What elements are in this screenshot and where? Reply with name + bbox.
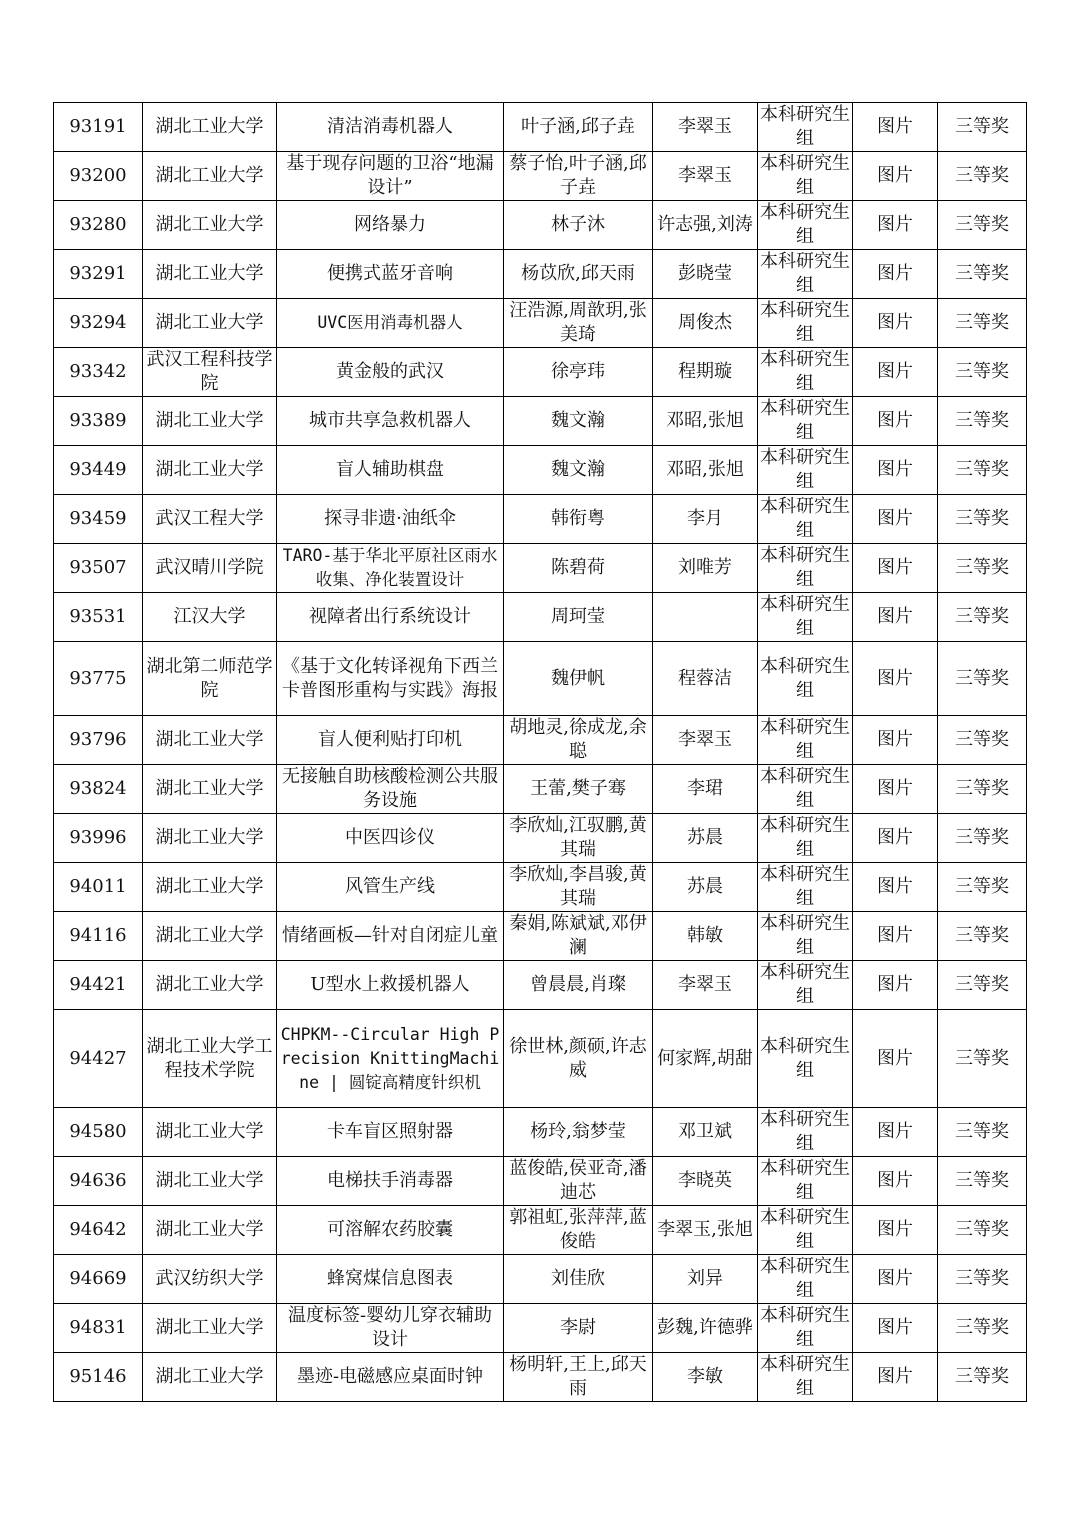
advisor-cell: 李敏 xyxy=(653,1353,758,1402)
advisor-cell: 程期璇 xyxy=(653,348,758,397)
school-cell: 湖北工业大学 xyxy=(143,152,277,201)
authors-cell: 李尉 xyxy=(504,1304,653,1353)
authors-cell: 叶子涵,邱子垚 xyxy=(504,103,653,152)
award-cell: 三等奖 xyxy=(938,593,1027,642)
advisor-cell: 李翠玉,张旭 xyxy=(653,1206,758,1255)
entry-id-cell: 93996 xyxy=(54,814,143,863)
table-row xyxy=(54,1157,1027,1206)
award-cell: 三等奖 xyxy=(938,544,1027,593)
authors-cell: 徐亭玮 xyxy=(504,348,653,397)
group-cell: 本科研究生组 xyxy=(758,397,853,446)
table-row xyxy=(54,814,1027,863)
table-row xyxy=(54,495,1027,544)
title-cell: UVC医用消毒机器人 xyxy=(277,299,504,348)
entry-id-cell: 93291 xyxy=(54,250,143,299)
advisor-cell xyxy=(653,593,758,642)
award-cell: 三等奖 xyxy=(938,348,1027,397)
group-cell: 本科研究生组 xyxy=(758,446,853,495)
advisor-cell: 许志强,刘涛 xyxy=(653,201,758,250)
type-cell: 图片 xyxy=(853,201,938,250)
award-cell: 三等奖 xyxy=(938,495,1027,544)
title-cell: 基于现存问题的卫浴“地漏设计” xyxy=(277,152,504,201)
group-cell: 本科研究生组 xyxy=(758,765,853,814)
title-cell: 卡车盲区照射器 xyxy=(277,1108,504,1157)
authors-cell: 杨明轩,王上,邱天雨 xyxy=(504,1353,653,1402)
award-cell: 三等奖 xyxy=(938,814,1027,863)
school-cell: 湖北工业大学 xyxy=(143,961,277,1010)
school-cell: 武汉工程科技学院 xyxy=(143,348,277,397)
group-cell: 本科研究生组 xyxy=(758,1255,853,1304)
group-cell: 本科研究生组 xyxy=(758,1157,853,1206)
advisor-cell: 李晓英 xyxy=(653,1157,758,1206)
school-cell: 湖北工业大学 xyxy=(143,1206,277,1255)
group-cell: 本科研究生组 xyxy=(758,912,853,961)
group-cell: 本科研究生组 xyxy=(758,103,853,152)
table-row xyxy=(54,446,1027,495)
group-cell: 本科研究生组 xyxy=(758,716,853,765)
group-cell: 本科研究生组 xyxy=(758,348,853,397)
advisor-cell: 李月 xyxy=(653,495,758,544)
entry-id-cell: 93796 xyxy=(54,716,143,765)
advisor-cell: 李翠玉 xyxy=(653,152,758,201)
authors-cell: 秦娟,陈斌斌,邓伊澜 xyxy=(504,912,653,961)
title-cell: 温度标签-婴幼儿穿衣辅助设计 xyxy=(277,1304,504,1353)
type-cell: 图片 xyxy=(853,593,938,642)
type-cell: 图片 xyxy=(853,961,938,1010)
entry-id-cell: 93342 xyxy=(54,348,143,397)
group-cell: 本科研究生组 xyxy=(758,593,853,642)
school-cell: 湖北工业大学 xyxy=(143,250,277,299)
entry-id-cell: 93824 xyxy=(54,765,143,814)
title-cell: 网络暴力 xyxy=(277,201,504,250)
school-cell: 湖北工业大学 xyxy=(143,765,277,814)
entry-id-cell: 94580 xyxy=(54,1108,143,1157)
type-cell: 图片 xyxy=(853,863,938,912)
type-cell: 图片 xyxy=(853,765,938,814)
table-row xyxy=(54,1010,1027,1108)
advisor-cell: 李珺 xyxy=(653,765,758,814)
entry-id-cell: 93191 xyxy=(54,103,143,152)
type-cell: 图片 xyxy=(853,912,938,961)
entry-id-cell: 93449 xyxy=(54,446,143,495)
table-row xyxy=(54,1255,1027,1304)
school-cell: 湖北工业大学 xyxy=(143,716,277,765)
authors-cell: 林子沐 xyxy=(504,201,653,250)
award-cell: 三等奖 xyxy=(938,863,1027,912)
entry-id-cell: 94831 xyxy=(54,1304,143,1353)
school-cell: 江汉大学 xyxy=(143,593,277,642)
group-cell: 本科研究生组 xyxy=(758,1010,853,1108)
award-cell: 三等奖 xyxy=(938,299,1027,348)
school-cell: 湖北工业大学 xyxy=(143,814,277,863)
award-cell: 三等奖 xyxy=(938,912,1027,961)
group-cell: 本科研究生组 xyxy=(758,152,853,201)
entry-id-cell: 93389 xyxy=(54,397,143,446)
advisor-cell: 程蓉洁 xyxy=(653,642,758,716)
title-cell: 城市共享急救机器人 xyxy=(277,397,504,446)
authors-cell: 汪浩源,周歆玥,张美琦 xyxy=(504,299,653,348)
award-cell: 三等奖 xyxy=(938,642,1027,716)
advisor-cell: 何家辉,胡甜 xyxy=(653,1010,758,1108)
type-cell: 图片 xyxy=(853,1353,938,1402)
entry-id-cell: 93459 xyxy=(54,495,143,544)
award-cell: 三等奖 xyxy=(938,961,1027,1010)
table-row xyxy=(54,544,1027,593)
type-cell: 图片 xyxy=(853,814,938,863)
title-cell: 电梯扶手消毒器 xyxy=(277,1157,504,1206)
table-row xyxy=(54,348,1027,397)
table-row xyxy=(54,201,1027,250)
award-cell: 三等奖 xyxy=(938,765,1027,814)
table-row xyxy=(54,961,1027,1010)
type-cell: 图片 xyxy=(853,1108,938,1157)
award-cell: 三等奖 xyxy=(938,250,1027,299)
school-cell: 湖北工业大学 xyxy=(143,1108,277,1157)
school-cell: 湖北工业大学 xyxy=(143,299,277,348)
authors-cell: 魏文瀚 xyxy=(504,397,653,446)
school-cell: 武汉纺织大学 xyxy=(143,1255,277,1304)
award-cell: 三等奖 xyxy=(938,1304,1027,1353)
title-cell: 视障者出行系统设计 xyxy=(277,593,504,642)
table-row xyxy=(54,152,1027,201)
award-cell: 三等奖 xyxy=(938,716,1027,765)
school-cell: 湖北工业大学工程技术学院 xyxy=(143,1010,277,1108)
school-cell: 武汉晴川学院 xyxy=(143,544,277,593)
type-cell: 图片 xyxy=(853,1206,938,1255)
entry-id-cell: 94636 xyxy=(54,1157,143,1206)
advisor-cell: 李翠玉 xyxy=(653,716,758,765)
group-cell: 本科研究生组 xyxy=(758,495,853,544)
advisor-cell: 邓昭,张旭 xyxy=(653,397,758,446)
table-row xyxy=(54,397,1027,446)
entry-id-cell: 93507 xyxy=(54,544,143,593)
title-cell: CHPKM--Circular High Precision KnittingMachine | 圆锭高精度针织机 xyxy=(277,1010,504,1108)
advisor-cell: 刘唯芳 xyxy=(653,544,758,593)
entry-id-cell: 94669 xyxy=(54,1255,143,1304)
group-cell: 本科研究生组 xyxy=(758,1108,853,1157)
table-row xyxy=(54,1206,1027,1255)
table-row xyxy=(54,642,1027,716)
type-cell: 图片 xyxy=(853,1010,938,1108)
type-cell: 图片 xyxy=(853,544,938,593)
award-cell: 三等奖 xyxy=(938,1157,1027,1206)
school-cell: 湖北工业大学 xyxy=(143,446,277,495)
authors-cell: 韩衔粤 xyxy=(504,495,653,544)
authors-cell: 李欣灿,李昌骏,黄其瑞 xyxy=(504,863,653,912)
authors-cell: 周珂莹 xyxy=(504,593,653,642)
title-cell: 风管生产线 xyxy=(277,863,504,912)
advisor-cell: 苏晨 xyxy=(653,814,758,863)
table-row xyxy=(54,1304,1027,1353)
type-cell: 图片 xyxy=(853,103,938,152)
table-row xyxy=(54,716,1027,765)
title-cell: U型水上救援机器人 xyxy=(277,961,504,1010)
school-cell: 湖北工业大学 xyxy=(143,1304,277,1353)
advisor-cell: 邓卫斌 xyxy=(653,1108,758,1157)
authors-cell: 陈碧荷 xyxy=(504,544,653,593)
entry-id-cell: 95146 xyxy=(54,1353,143,1402)
authors-cell: 杨玲,翁梦莹 xyxy=(504,1108,653,1157)
school-cell: 湖北第二师范学院 xyxy=(143,642,277,716)
group-cell: 本科研究生组 xyxy=(758,814,853,863)
table-row xyxy=(54,250,1027,299)
entry-id-cell: 94427 xyxy=(54,1010,143,1108)
title-cell: 无接触自助核酸检测公共服务设施 xyxy=(277,765,504,814)
authors-cell: 魏文瀚 xyxy=(504,446,653,495)
type-cell: 图片 xyxy=(853,1157,938,1206)
type-cell: 图片 xyxy=(853,348,938,397)
award-table xyxy=(53,102,1027,1402)
entry-id-cell: 94642 xyxy=(54,1206,143,1255)
table-row xyxy=(54,1353,1027,1402)
table-row xyxy=(54,765,1027,814)
title-cell: 情绪画板—针对自闭症儿童 xyxy=(277,912,504,961)
entry-id-cell: 94421 xyxy=(54,961,143,1010)
authors-cell: 刘佳欣 xyxy=(504,1255,653,1304)
award-cell: 三等奖 xyxy=(938,201,1027,250)
type-cell: 图片 xyxy=(853,1304,938,1353)
title-cell: 清洁消毒机器人 xyxy=(277,103,504,152)
title-cell: 《基于文化转译视角下西兰卡普图形重构与实践》海报 xyxy=(277,642,504,716)
table-row xyxy=(54,1108,1027,1157)
school-cell: 湖北工业大学 xyxy=(143,863,277,912)
authors-cell: 蓝俊皓,侯亚奇,潘迪芯 xyxy=(504,1157,653,1206)
school-cell: 湖北工业大学 xyxy=(143,103,277,152)
title-cell: 黄金般的武汉 xyxy=(277,348,504,397)
title-cell: 盲人辅助棋盘 xyxy=(277,446,504,495)
type-cell: 图片 xyxy=(853,397,938,446)
group-cell: 本科研究生组 xyxy=(758,201,853,250)
group-cell: 本科研究生组 xyxy=(758,1206,853,1255)
advisor-cell: 苏晨 xyxy=(653,863,758,912)
advisor-cell: 刘异 xyxy=(653,1255,758,1304)
authors-cell: 王蕾,樊子骞 xyxy=(504,765,653,814)
type-cell: 图片 xyxy=(853,495,938,544)
award-cell: 三等奖 xyxy=(938,397,1027,446)
advisor-cell: 李翠玉 xyxy=(653,103,758,152)
school-cell: 湖北工业大学 xyxy=(143,1353,277,1402)
title-cell: 便携式蓝牙音响 xyxy=(277,250,504,299)
award-cell: 三等奖 xyxy=(938,1255,1027,1304)
table-row xyxy=(54,103,1027,152)
school-cell: 湖北工业大学 xyxy=(143,1157,277,1206)
title-cell: 盲人便利贴打印机 xyxy=(277,716,504,765)
advisor-cell: 韩敏 xyxy=(653,912,758,961)
school-cell: 武汉工程大学 xyxy=(143,495,277,544)
entry-id-cell: 93531 xyxy=(54,593,143,642)
title-cell: 蜂窝煤信息图表 xyxy=(277,1255,504,1304)
authors-cell: 魏伊帆 xyxy=(504,642,653,716)
type-cell: 图片 xyxy=(853,446,938,495)
award-cell: 三等奖 xyxy=(938,1206,1027,1255)
award-cell: 三等奖 xyxy=(938,1010,1027,1108)
title-cell: 中医四诊仪 xyxy=(277,814,504,863)
award-cell: 三等奖 xyxy=(938,1108,1027,1157)
school-cell: 湖北工业大学 xyxy=(143,397,277,446)
advisor-cell: 李翠玉 xyxy=(653,961,758,1010)
entry-id-cell: 94011 xyxy=(54,863,143,912)
advisor-cell: 彭晓莹 xyxy=(653,250,758,299)
table-row xyxy=(54,863,1027,912)
table-row xyxy=(54,593,1027,642)
group-cell: 本科研究生组 xyxy=(758,863,853,912)
award-cell: 三等奖 xyxy=(938,103,1027,152)
authors-cell: 蔡子怡,叶子涵,邱子垚 xyxy=(504,152,653,201)
group-cell: 本科研究生组 xyxy=(758,544,853,593)
title-cell: 探寻非遗·油纸伞 xyxy=(277,495,504,544)
group-cell: 本科研究生组 xyxy=(758,642,853,716)
title-cell: 墨迹-电磁感应桌面时钟 xyxy=(277,1353,504,1402)
entry-id-cell: 94116 xyxy=(54,912,143,961)
award-cell: 三等奖 xyxy=(938,152,1027,201)
authors-cell: 郭祖虹,张萍萍,蓝俊皓 xyxy=(504,1206,653,1255)
group-cell: 本科研究生组 xyxy=(758,961,853,1010)
group-cell: 本科研究生组 xyxy=(758,299,853,348)
entry-id-cell: 93775 xyxy=(54,642,143,716)
award-cell: 三等奖 xyxy=(938,446,1027,495)
group-cell: 本科研究生组 xyxy=(758,1304,853,1353)
group-cell: 本科研究生组 xyxy=(758,1353,853,1402)
type-cell: 图片 xyxy=(853,716,938,765)
type-cell: 图片 xyxy=(853,1255,938,1304)
type-cell: 图片 xyxy=(853,152,938,201)
advisor-cell: 周俊杰 xyxy=(653,299,758,348)
authors-cell: 徐世林,颜硕,许志威 xyxy=(504,1010,653,1108)
entry-id-cell: 93294 xyxy=(54,299,143,348)
type-cell: 图片 xyxy=(853,299,938,348)
entry-id-cell: 93280 xyxy=(54,201,143,250)
advisor-cell: 彭魏,许德骅 xyxy=(653,1304,758,1353)
title-cell: TARO-基于华北平原社区雨水收集、净化装置设计 xyxy=(277,544,504,593)
type-cell: 图片 xyxy=(853,642,938,716)
school-cell: 湖北工业大学 xyxy=(143,912,277,961)
award-cell: 三等奖 xyxy=(938,1353,1027,1402)
advisor-cell: 邓昭,张旭 xyxy=(653,446,758,495)
award-table-body xyxy=(54,103,1027,1402)
table-row xyxy=(54,299,1027,348)
authors-cell: 胡地灵,徐成龙,余聪 xyxy=(504,716,653,765)
authors-cell: 李欣灿,江驭鹏,黄其瑞 xyxy=(504,814,653,863)
table-row xyxy=(54,912,1027,961)
group-cell: 本科研究生组 xyxy=(758,250,853,299)
type-cell: 图片 xyxy=(853,250,938,299)
entry-id-cell: 93200 xyxy=(54,152,143,201)
school-cell: 湖北工业大学 xyxy=(143,201,277,250)
authors-cell: 曾晨晨,肖璨 xyxy=(504,961,653,1010)
title-cell: 可溶解农药胶囊 xyxy=(277,1206,504,1255)
authors-cell: 杨苡欣,邱天雨 xyxy=(504,250,653,299)
